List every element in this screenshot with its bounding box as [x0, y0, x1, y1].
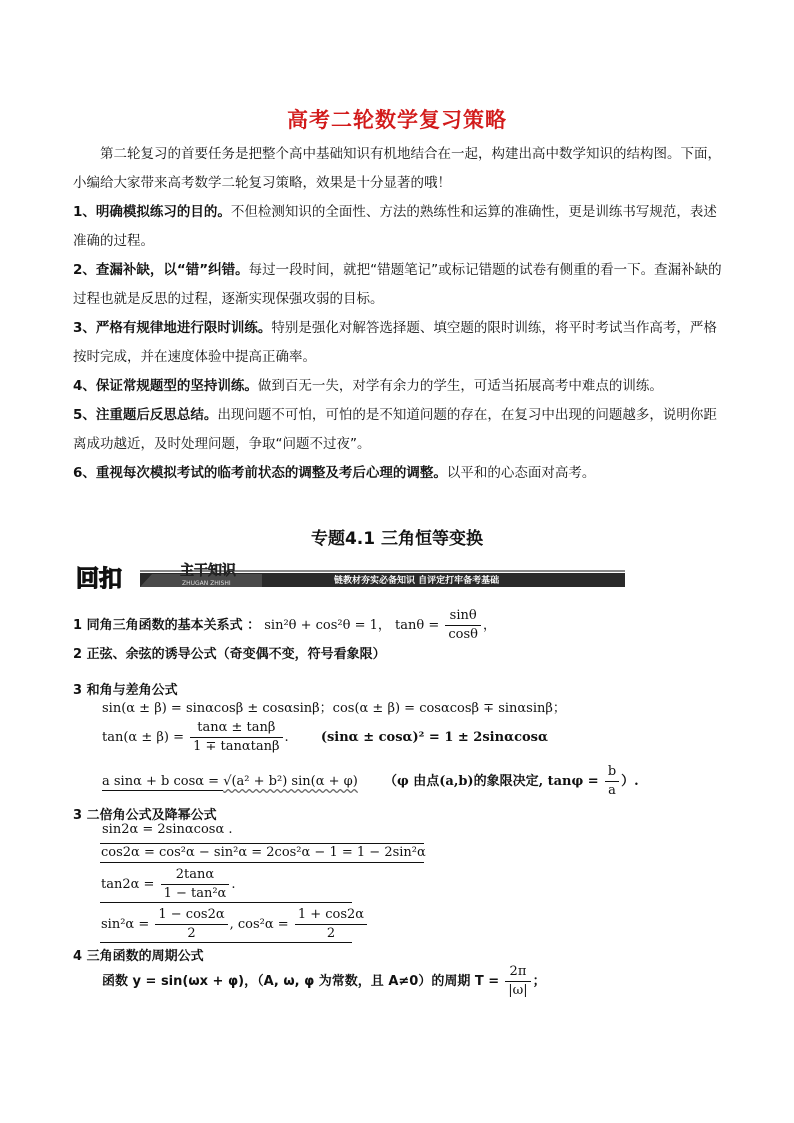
tan-fraction [445, 607, 481, 644]
divider-line [100, 942, 352, 943]
strategy-body: 每过一段时间，就把“错题笔记”或标记错题的试卷有侧重的看一下。查漏补缺的过程也就是反思的过程，逐渐实现保强攻弱的目标。 [73, 262, 722, 307]
strategy-4 [73, 372, 725, 401]
aux-note: （φ 由点(a,b)的象限决定, tanφ = [383, 774, 599, 789]
period-fraction [505, 963, 530, 1000]
sum-difference-tan [102, 719, 548, 756]
period-text: 函数 y = sin(ωx + φ)，（A, ω, φ 为常数，且 A≠0）的周期 T = [102, 974, 500, 989]
sum-difference-sin-cos: sin(α ± β) = sinαcosβ ± cosαsinβ；cos(α ± β) = cosαcosβ ∓ sinαsinβ； [102, 701, 566, 716]
intro-paragraph: 第二轮复习的首要任务是把整个高中基础知识有机地结合在一起，构建出高中数学知识的结构图。下面，小编给大家带来高考数学二轮复习策略，效果是十分显著的哦！ [73, 146, 721, 191]
punctuation: . [284, 730, 289, 745]
divider-line [100, 843, 424, 844]
fraction-denominator: 1 − tan²α [163, 886, 227, 901]
punctuation: . [231, 877, 236, 892]
cos-squared-fraction [295, 906, 367, 943]
cos-squared: , cos²α = [229, 917, 289, 932]
strategy-3 [73, 314, 725, 372]
double-angle-cos: cos2α = cos²α − sin²α = 2cos²α − 1 = 1 − 2sin²α [101, 845, 426, 860]
topic-title: 专题4.1 三角恒等变换 [310, 529, 484, 549]
strategy-6 [73, 459, 725, 488]
fraction-numerator: 2π [505, 963, 530, 982]
strategy-body: 不但检测知识的全面性、方法的熟练性和运算的准确性，更是训练书写规范，表述准确的过程。 [73, 204, 717, 249]
banner-badge-text: 主干知识 [180, 563, 236, 579]
tan-phi-fraction [605, 763, 619, 800]
aux-left: a sinα + b cosα = [102, 774, 224, 789]
tan-left: tan(α ± β) = [102, 730, 184, 745]
section-banner [72, 562, 625, 589]
fraction-numerator: 2tanα [161, 866, 230, 885]
divider-line [100, 862, 424, 863]
strategy-head: 2、查漏补缺，以“错”纠错。 [73, 262, 249, 278]
strategy-1 [73, 198, 725, 256]
tan-left: tan2α = [101, 877, 155, 892]
identity-line [73, 607, 496, 644]
fraction-numerator: 1 + cos2α [295, 906, 367, 925]
auxiliary-angle-line [102, 763, 639, 800]
aux-end: ）. [621, 774, 639, 789]
induction-formula-heading: 2 正弦、余弦的诱导公式（奇变偶不变，符号看象限） [73, 647, 386, 662]
double-angle-tan [101, 866, 235, 903]
period-heading: 4 三角函数的周期公式 [73, 949, 204, 964]
banner-graphic [72, 562, 625, 589]
aux-right: √(a² + b²) sin(α + φ) [223, 774, 358, 789]
fraction-numerator: 1 − cos2α [155, 906, 227, 925]
punctuation: ， [482, 618, 496, 633]
sin-squared-fraction [155, 906, 227, 943]
fraction-denominator: 1 ∓ tanαtanβ [193, 739, 280, 754]
strategy-2 [73, 256, 725, 314]
strategy-body: 做到百无一失，对学有余力的学生，可适当拓展高考中难点的训练。 [257, 378, 663, 394]
strategy-head: 4、保证常规题型的坚持训练。 [73, 378, 258, 394]
strategy-head: 3、严格有规律地进行限时训练。 [73, 320, 272, 336]
section-label: 1 同角三角函数的基本关系式 ： [73, 618, 261, 633]
strategy-5 [73, 401, 725, 459]
fraction-numerator: tanα ± tanβ [190, 719, 282, 738]
strategy-head: 6、重视每次模拟考试的临考前状态的调整及考后心理的调整。 [73, 465, 447, 481]
fraction-denominator: cosθ [448, 627, 478, 642]
fraction-denominator: 2 [326, 926, 336, 941]
sum-difference-heading: 3 和角与差角公式 [73, 683, 178, 698]
square-identity: (sinα ± cosα)² = 1 ± 2sinαcosα [320, 730, 548, 745]
banner-right-text: 链教材夯实必备知识 自评定打牢备考基础 [334, 576, 500, 586]
banner-left-text: 回扣 [76, 566, 122, 589]
sin-squared: sin²α = [101, 917, 150, 932]
double-angle-heading: 3 二倍角公式及降幂公式 [73, 808, 217, 823]
tan-sum-fraction [190, 719, 282, 756]
strategy-head: 1、明确模拟练习的目的。 [73, 204, 231, 220]
fraction-numerator: sinθ [445, 607, 481, 626]
period-formula [102, 963, 546, 1000]
tan-double-fraction [161, 866, 230, 903]
fraction-numerator: b [605, 763, 619, 782]
double-angle-sin: sin2α = 2sinαcosα . [102, 822, 233, 837]
fraction-denominator: |ω| [508, 983, 528, 998]
fraction-denominator: 2 [187, 926, 196, 941]
banner-badge-pinyin: ZHUGAN ZHISHI [182, 580, 231, 587]
page-title: 高考二轮数学复习策略 [287, 108, 507, 132]
strategy-head: 5、注重题后反思总结。 [73, 407, 218, 423]
fraction-denominator: a [608, 783, 616, 798]
identity-formula: sin²θ + cos²θ = 1， tanθ = [264, 618, 440, 633]
punctuation: ； [532, 974, 546, 989]
strategy-body: 特别是强化对解答选择题、填空题的限时训练，将平时考试当作高考，严格按时完成，并在速度体验中提高正确率。 [73, 320, 717, 365]
divider-line [100, 902, 352, 903]
power-reduction-line [101, 906, 369, 943]
strategy-body: 以平和的心态面对高考。 [446, 465, 596, 481]
strategy-body: 出现问题不可怕，可怕的是不知道问题的存在，在复习中出现的问题越多，说明你距离成功越近，及时处理问题，争取“问题不过夜”。 [73, 407, 717, 452]
